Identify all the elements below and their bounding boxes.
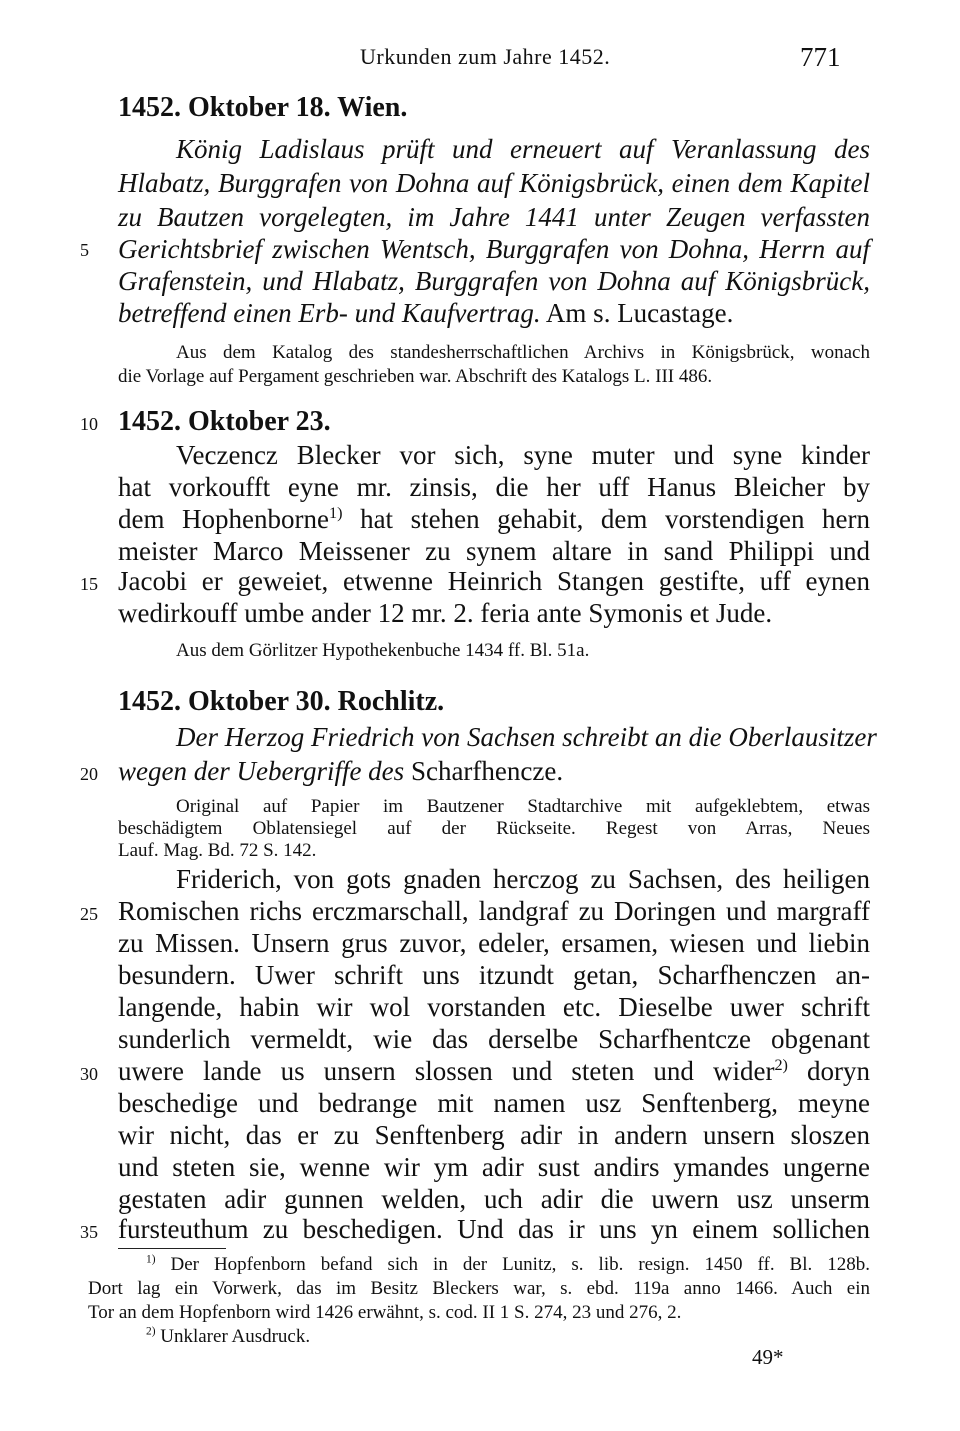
footnote-line — [146, 1254, 870, 1276]
source-note: Original auf Papier im Bautzener Stadtarchive mit aufgeklebtem, etwas — [176, 796, 870, 817]
text-line: beschedige und bedrange mit namen usz Senftenberg, meyne — [118, 1088, 870, 1118]
signature-mark: 49* — [752, 1345, 784, 1369]
text-line: Jacobi er geweiet, etwenne Heinrich Stangen gestifte, uff eynen — [118, 566, 870, 596]
regest-line — [118, 298, 870, 329]
text-line: wir nicht, das er zu Senftenberg adir in andern unsern sloszen — [118, 1120, 870, 1150]
footnote-ref: 2) — [774, 1056, 788, 1074]
line-number: 15 — [80, 574, 98, 594]
text-line: hat vorkoufft eyne mr. zinsis, die her uff Hanus Bleicher by — [118, 472, 870, 502]
footnote-line: Tor an dem Hopfenborn wird 1426 erwähnt, s. cod. II 1 S. 274, 23 und 276, 2. — [88, 1302, 682, 1323]
entry-heading: 1452. Oktober 23. — [118, 406, 331, 437]
source-note: Lauf. Mag. Bd. 72 S. 142. — [118, 840, 317, 861]
text-span: dem Hophenborne — [118, 504, 330, 534]
text-line — [118, 504, 870, 535]
line-number: 10 — [80, 414, 98, 434]
footnote-marker: 1) — [146, 1253, 156, 1266]
text-span: uwere lande us unsern slossen und steten und wider — [118, 1056, 775, 1086]
name-text: Scharfhencze. — [404, 756, 564, 786]
text-line: meister Marco Meissener zu synem altare in sand Philippi und — [118, 536, 870, 566]
regest-text: wegen der Uebergriffe des — [118, 756, 405, 786]
text-line: wedirkouff umbe ander 12 mr. 2. feria ante Symonis et Jude. — [118, 598, 773, 628]
line-number: 30 — [80, 1064, 98, 1084]
text-line: Veczencz Blecker vor sich, syne muter und syne kinder — [176, 440, 870, 470]
text-line: zu Missen. Unsern grus zuvor, edeler, ersamen, wiesen und liebin — [118, 928, 870, 958]
text-span: hat stehen gehabit, dem vorstendigen hern — [342, 504, 870, 534]
text-span: doryn — [787, 1056, 870, 1086]
entry-heading: 1452. Oktober 18. Wien. — [118, 92, 408, 123]
text-line: Romischen richs erczmarschall, landgraf zu Doringen und margraff — [118, 896, 870, 926]
footnote-ref: 1) — [329, 504, 343, 522]
source-note: beschädigtem Oblatensiegel auf der Rückseite. Regest von Arras, Neues — [118, 818, 870, 839]
footnote-text: Der Hopfenborn befand sich in der Lunitz, s. lib. resign. 1450 ff. Bl. 128b. — [155, 1254, 870, 1275]
text-line: gestaten adir gunnen welden, uch adir die uwern usz unserm — [118, 1184, 870, 1214]
entry-heading: 1452. Oktober 30. Rochlitz. — [118, 686, 445, 717]
regest-line: Gerichtsbrief zwischen Wentsch, Burggrafen von Dohna, Herrn auf — [118, 234, 870, 264]
line-number: 5 — [80, 240, 89, 260]
text-line: besundern. Uwer schrift uns itzundt getan, Scharfhenczen an- — [118, 960, 870, 990]
text-line: sunderlich vermeldt, wie das derselbe Scharfhentcze obgenant — [118, 1024, 870, 1054]
source-note: Aus dem Görlitzer Hypothekenbuche 1434 ff. Bl. 51a. — [176, 640, 590, 661]
footnote-divider — [118, 1248, 226, 1249]
footnote-line: Dort lag ein Vorwerk, das im Besitz Bleckers war, s. ebd. 119a anno 1466. Auch ein — [88, 1278, 870, 1299]
source-note: die Vorlage auf Pergament geschrieben war. Abschrift des Katalogs L. III 486. — [118, 366, 713, 387]
regest-line: König Ladislaus prüft und erneuert auf Veranlassung des — [176, 134, 870, 164]
line-number: 25 — [80, 904, 98, 924]
text-line: Friderich, von gots gnaden herczog zu Sachsen, des heiligen — [176, 864, 870, 894]
line-number: 20 — [80, 764, 98, 784]
regest-line: zu Bautzen vorgelegten, im Jahre 1441 unter Zeugen verfassten — [118, 202, 870, 232]
date-text: Am s. Lucastage. — [540, 298, 734, 328]
text-line: langende, habin wir wol vorstanden etc. Dieselbe uwer schrift — [118, 992, 870, 1022]
source-note: Aus dem Katalog des standesherrschaftlichen Archivs in Königsbrück, wonach — [176, 342, 870, 363]
regest-line: Grafenstein, und Hlabatz, Burggrafen von Dohna auf Königsbrück, — [118, 266, 870, 296]
regest-text: betreffend einen Erb- und Kaufvertrag. — [118, 298, 541, 328]
regest-line: Der Herzog Friedrich von Sachsen schreibt an die Oberlausitzer — [176, 722, 877, 752]
text-line — [118, 1056, 870, 1087]
text-line: und steten sie, wenne wir ym adir sust andirs ymandes ungerne — [118, 1152, 870, 1182]
running-head: Urkunden zum Jahre 1452. — [360, 44, 611, 69]
regest-line — [118, 756, 870, 787]
regest-line: Hlabatz, Burggrafen von Dohna auf Königsbrück, einen dem Kapitel — [118, 168, 870, 198]
footnote-marker: 2) — [146, 1325, 156, 1338]
text-line: fursteuthum zu beschedigen. Und das ir uns yn einem sollichen — [118, 1214, 870, 1244]
page-number: 771 — [800, 42, 841, 72]
footnote-text: Unklarer Ausdruck. — [155, 1326, 311, 1347]
line-number: 35 — [80, 1222, 98, 1242]
